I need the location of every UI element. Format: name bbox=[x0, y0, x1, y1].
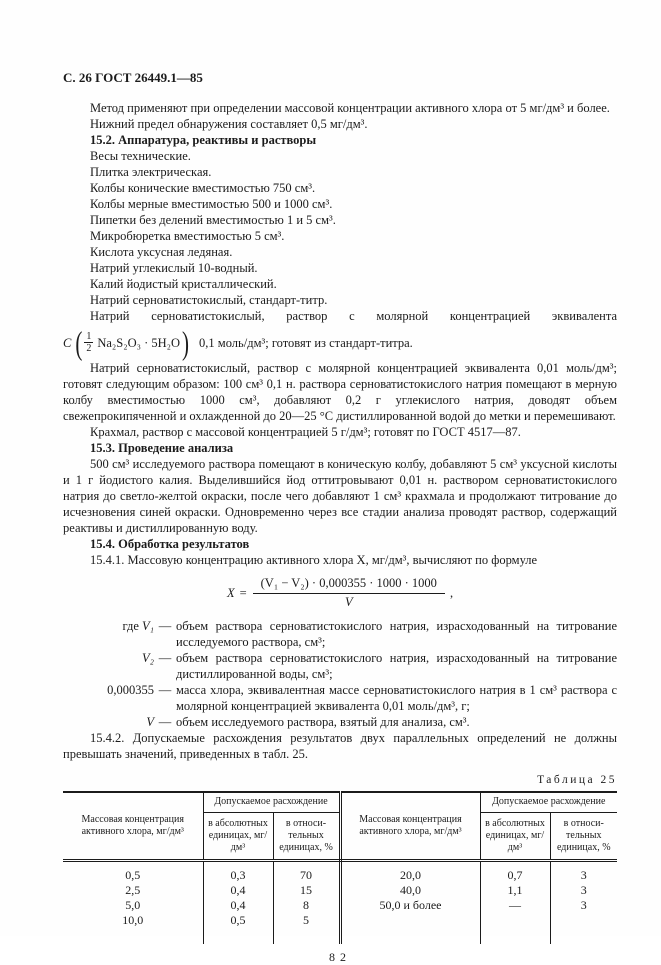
col-header-discrepancy-right: Допускаемое расхождение bbox=[480, 792, 617, 812]
cell-relative: 5 bbox=[273, 913, 340, 944]
formula-tail-text: 0,1 моль/дм³; готовят из стандарт-титра. bbox=[199, 335, 413, 350]
thiosulfate-preparation-paragraph: Натрий серноватистокислый, раствор с молярной концентрацией эквивалента 0,01 моль/дм³; готовят следующим образом: 100 см³ 0,1 н. раствора серноватистокислого натрия помещают в мерную колбу вместимостью 1000 см³, добавляют 0,2 г углекислого натрия, доводят объем свежепрокипяченной и охлажденной до 20—25 °С дистиллированной водой до метки и перемешивают. bbox=[63, 361, 617, 423]
definition-dash: — bbox=[158, 715, 172, 729]
definition-term: где V₁ bbox=[122, 619, 154, 633]
equals-sign: = bbox=[239, 585, 247, 600]
tolerances-paragraph: 15.4.2. Допускаемые расхождения результатов двух параллельных определений не должны превышать значений, приведенных в табл. 25. bbox=[63, 731, 617, 761]
reagent-item: Натрий серноватистокислый, стандарт-титр. bbox=[90, 293, 328, 307]
equation-trailing-comma: , bbox=[449, 585, 454, 600]
equation-fraction bbox=[253, 576, 445, 610]
col-header-concentration-left: Массовая концентрация активного хлора, мг/дм³ bbox=[63, 792, 203, 860]
reagent-item: Колбы мерные вместимостью 500 и 1000 см³. bbox=[90, 197, 333, 211]
cell-concentration: 2,5 bbox=[125, 882, 141, 897]
section-15-2-heading: 15.2. Аппаратура, реактивы и растворы bbox=[90, 133, 317, 147]
reagent-item: Пипетки без делений вместимостью 1 и 5 см³. bbox=[90, 213, 336, 227]
col-header-relative-left: в относительных единицах, % bbox=[273, 812, 340, 860]
section-15-4-heading: 15.4. Обработка результатов bbox=[90, 537, 250, 551]
reagent-item: Калий йодистый кристаллический. bbox=[90, 277, 277, 291]
reagent-item: Микробюретка вместимостью 5 см³. bbox=[90, 229, 285, 243]
col-header-concentration-right: Массовая концентрация активного хлора, мг/дм³ bbox=[340, 792, 480, 860]
cell-relative: 3 bbox=[550, 898, 617, 913]
definition-text: объем раствора серноватистокислого натрия, израсходованный на титрование исследуемого раствора, см³; bbox=[176, 619, 617, 649]
results-processing-intro: 15.4.1. Массовую концентрацию активного хлора X, мг/дм³, вычисляют по формуле bbox=[90, 553, 538, 567]
table-row bbox=[63, 913, 617, 944]
definition-dash: — bbox=[158, 651, 172, 665]
cell-relative: 8 bbox=[273, 898, 340, 913]
equation-numerator: (V₁ − V₂) · 0,000355 · 1000 · 1000 bbox=[253, 576, 445, 594]
table-row bbox=[63, 860, 617, 883]
table-row bbox=[63, 883, 617, 898]
definition-row bbox=[36, 714, 617, 730]
cell-concentration: 10,0 bbox=[122, 912, 144, 927]
definition-dash: — bbox=[158, 619, 172, 633]
table-caption: Таблица 25 bbox=[537, 774, 617, 786]
definition-text: масса хлора, эквивалентная массе серноватистокислого натрия в 1 см³ раствора с молярной концентрацией эквивалента 0,01 моль/дм³, г; bbox=[176, 683, 617, 713]
equation-denominator: V bbox=[344, 595, 353, 609]
col-header-absolute-right: в абсолютных единицах, мг/дм³ bbox=[480, 812, 550, 860]
reagent-item: Плитка электрическая. bbox=[90, 165, 212, 179]
cell-relative: 70 bbox=[273, 860, 340, 883]
formula-symbol-c: C bbox=[63, 335, 72, 350]
cell-concentration: 40,0 bbox=[340, 883, 480, 898]
cell-concentration: 50,0 и более bbox=[340, 898, 480, 913]
table-25 bbox=[63, 791, 617, 944]
col-header-absolute-left: в абсолютных единицах, мг/дм³ bbox=[203, 812, 273, 860]
section-15-3-heading: 15.3. Проведение анализа bbox=[90, 441, 234, 455]
cell-relative: 3 bbox=[550, 883, 617, 898]
compound-formula: Na₂S₂O₃ · 5H₂O bbox=[97, 335, 181, 350]
definition-text: объем исследуемого раствора, взятый для анализа, см³. bbox=[176, 715, 470, 729]
cell-absolute: 1,1 bbox=[480, 883, 550, 898]
cell-absolute: 0,7 bbox=[480, 860, 550, 883]
reagent-item: Колбы конические вместимостью 750 см³. bbox=[90, 181, 316, 195]
intro-paragraph-1: Метод применяют при определении массовой концентрации активного хлора от 5 мг/дм³ и более. bbox=[90, 101, 610, 115]
starch-line: Крахмал, раствор с массовой концентрацией 5 г/дм³; готовят по ГОСТ 4517—87. bbox=[90, 425, 521, 439]
page-number: 82 bbox=[329, 949, 351, 964]
open-paren: ( bbox=[75, 323, 83, 362]
cell-absolute: 0,5 bbox=[203, 913, 273, 944]
definition-term: 0,000355 bbox=[107, 683, 154, 697]
reagent-item: Весы технические. bbox=[90, 149, 191, 163]
one-half-fraction: $\frac{1}{2}$ bbox=[86, 331, 92, 354]
reagent-item: Кислота уксусная ледяная. bbox=[90, 245, 233, 259]
cell-concentration: 5,0 bbox=[125, 897, 141, 912]
cell-absolute: 0,4 bbox=[203, 883, 273, 898]
variable-definitions bbox=[36, 618, 617, 730]
definition-term: V₂ bbox=[142, 651, 154, 665]
cell-relative bbox=[550, 913, 617, 944]
analysis-procedure-paragraph: 500 см³ исследуемого раствора помещают в коническую колбу, добавляют 5 см³ уксусной кислоты и 1 г йодистого калия. Выделившийся йод оттитровывают 0,01 н. раствором серноватистокислого натрия до светло-желтой окраски, после чего добавляют 1 см³ крахмала и продолжают титрование до исчезновения синей окраски. Одновременно через все стадии анализа проводят раствор, содержащий реактивы и дистиллированную воду. bbox=[63, 457, 617, 535]
definition-row bbox=[36, 682, 617, 714]
cell-absolute bbox=[480, 913, 550, 944]
cell-concentration bbox=[340, 913, 480, 944]
definition-row bbox=[36, 650, 617, 682]
cell-concentration: 20,0 bbox=[340, 860, 480, 883]
cell-relative: 3 bbox=[550, 860, 617, 883]
thiosulfate-concentration-formula bbox=[63, 323, 617, 362]
chlorine-concentration-equation bbox=[63, 576, 617, 610]
equation-lhs: X bbox=[226, 585, 235, 600]
cell-relative: 15 bbox=[273, 883, 340, 898]
cell-absolute: 0,3 bbox=[203, 860, 273, 883]
close-paren: ) bbox=[182, 323, 190, 362]
reagent-item: Натрий углекислый 10-водный. bbox=[90, 261, 258, 275]
table-row bbox=[63, 898, 617, 913]
definition-row bbox=[36, 618, 617, 650]
cell-absolute: 0,4 bbox=[203, 898, 273, 913]
cell-concentration: 0,5 bbox=[125, 867, 141, 882]
definition-text: объем раствора серноватистокислого натрия, израсходованный на титрование дистиллированной воды, см³; bbox=[176, 651, 617, 681]
col-header-discrepancy-left: Допускаемое расхождение bbox=[203, 792, 340, 812]
definition-term: V bbox=[146, 715, 154, 729]
definition-dash: — bbox=[158, 683, 172, 697]
intro-paragraph-2: Нижний предел обнаружения составляет 0,5 мг/дм³. bbox=[90, 117, 368, 131]
reagent-item-continued: Натрий серноватистокислый, раствор с молярной концентрацией эквивалента bbox=[90, 309, 617, 323]
col-header-relative-right: в относительных единицах, % bbox=[550, 812, 617, 860]
page-header: С. 26 ГОСТ 26449.1—85 bbox=[63, 70, 203, 85]
cell-absolute: — bbox=[480, 898, 550, 913]
